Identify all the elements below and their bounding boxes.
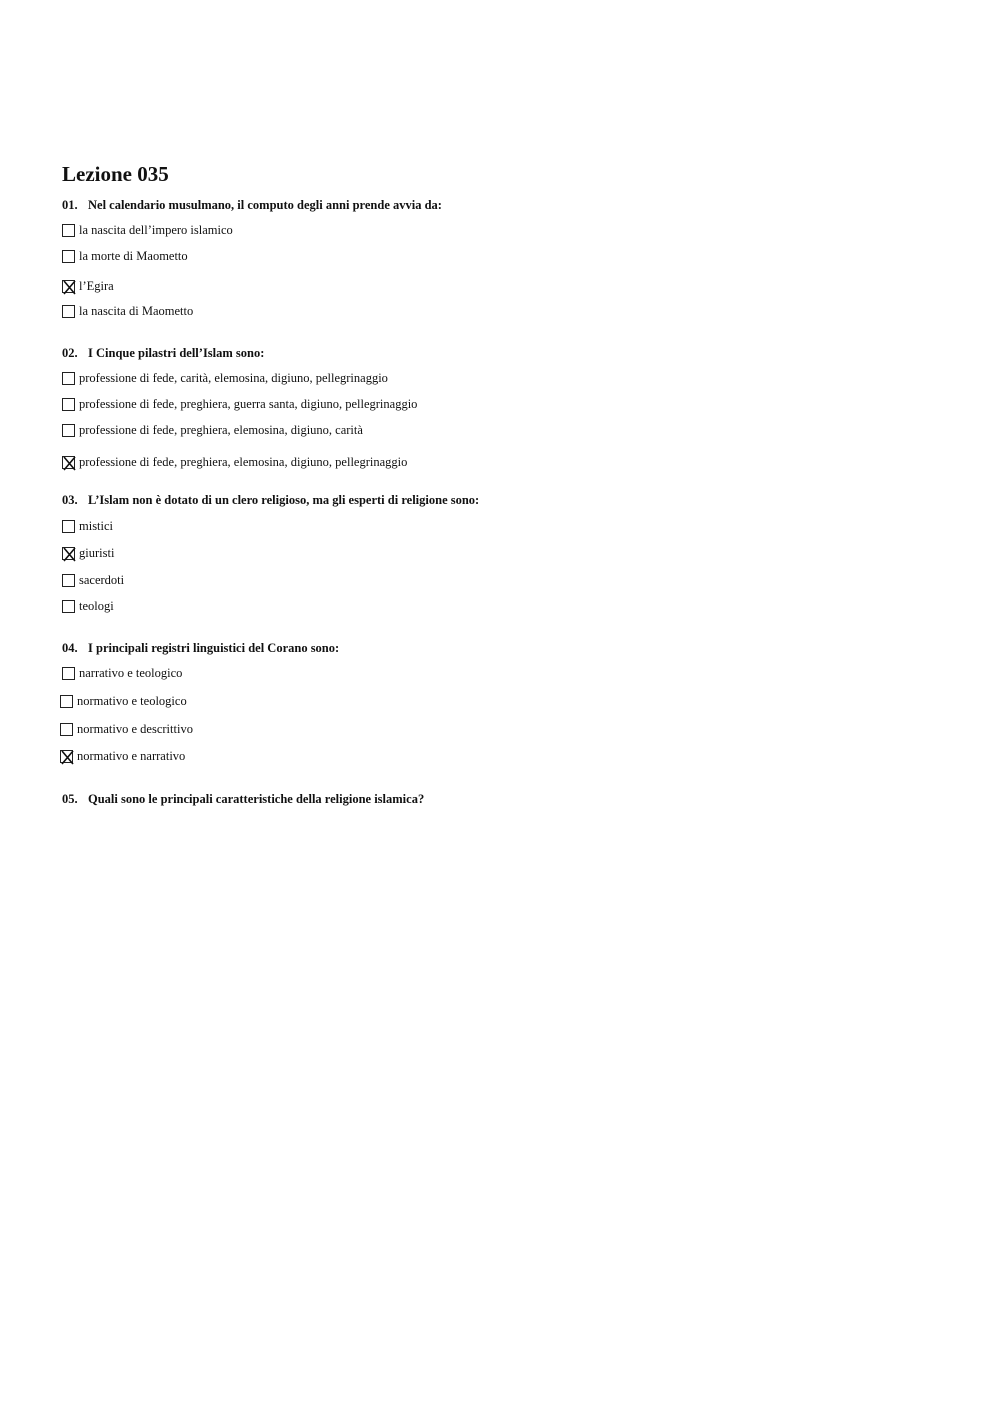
- option-label: sacerdoti: [79, 573, 125, 587]
- option-label: giuristi: [79, 546, 115, 560]
- answer-option[interactable]: [62, 396, 417, 412]
- answer-option[interactable]: [62, 454, 407, 470]
- checkbox[interactable]: [62, 305, 75, 318]
- checkbox[interactable]: [62, 424, 75, 437]
- question-text: L’Islam non è dotato di un clero religioso, ma gli esperti di religione sono:: [88, 493, 480, 507]
- question-number: 05.: [62, 792, 78, 806]
- checkbox[interactable]: [62, 224, 75, 237]
- checkbox[interactable]: [60, 723, 73, 736]
- answer-option[interactable]: [62, 545, 114, 561]
- answer-option[interactable]: [62, 278, 114, 294]
- option-label: professione di fede, preghiera, elemosina, digiuno, carità: [79, 423, 363, 437]
- checkbox[interactable]: [62, 547, 75, 560]
- checkbox[interactable]: [62, 250, 75, 263]
- option-label: professione di fede, carità, elemosina, digiuno, pellegrinaggio: [79, 371, 388, 385]
- answer-option[interactable]: [62, 303, 193, 319]
- checkbox[interactable]: [62, 574, 75, 587]
- option-label: la morte di Maometto: [79, 249, 188, 263]
- answer-option[interactable]: [62, 222, 233, 238]
- option-label: normativo e narrativo: [77, 749, 186, 763]
- check-mark-icon: [64, 457, 75, 470]
- lesson-title: Lezione 035: [62, 162, 169, 186]
- question-number: 03.: [62, 493, 78, 507]
- checkbox[interactable]: [60, 695, 73, 708]
- checkbox[interactable]: [62, 520, 75, 533]
- answer-option[interactable]: [62, 598, 114, 614]
- answer-option[interactable]: [62, 422, 363, 438]
- check-mark-icon: [64, 548, 75, 561]
- option-label: l’Egira: [79, 279, 114, 293]
- question-02: [62, 345, 264, 361]
- answer-option[interactable]: [62, 665, 182, 681]
- check-mark-icon: [62, 751, 73, 764]
- answer-option[interactable]: [60, 721, 193, 737]
- check-mark-icon: [64, 281, 75, 294]
- question-number: 04.: [62, 641, 78, 655]
- question-05: [62, 791, 424, 807]
- option-label: mistici: [79, 519, 114, 533]
- question-text: Nel calendario musulmano, il computo degli anni prende avvia da:: [88, 198, 442, 212]
- question-03: [62, 492, 479, 508]
- answer-option[interactable]: [62, 572, 124, 588]
- checkbox[interactable]: [62, 456, 75, 469]
- checkbox[interactable]: [60, 750, 73, 763]
- answer-option[interactable]: [60, 693, 187, 709]
- option-label: teologi: [79, 599, 114, 613]
- checkbox[interactable]: [62, 398, 75, 411]
- question-01: [62, 197, 442, 213]
- option-label: la nascita di Maometto: [79, 304, 194, 318]
- checkbox[interactable]: [62, 600, 75, 613]
- checkbox[interactable]: [62, 372, 75, 385]
- option-label: professione di fede, preghiera, guerra santa, digiuno, pellegrinaggio: [79, 397, 418, 411]
- question-number: 02.: [62, 346, 78, 360]
- question-04: [62, 640, 339, 656]
- option-label: la nascita dell’impero islamico: [79, 223, 233, 237]
- answer-option[interactable]: [60, 748, 185, 764]
- question-text: I principali registri linguistici del Corano sono:: [88, 641, 340, 655]
- question-number: 01.: [62, 198, 78, 212]
- option-label: normativo e teologico: [77, 694, 187, 708]
- checkbox[interactable]: [62, 667, 75, 680]
- answer-option[interactable]: [62, 248, 188, 264]
- option-label: normativo e descrittivo: [77, 722, 193, 736]
- option-label: professione di fede, preghiera, elemosina, digiuno, pellegrinaggio: [79, 455, 408, 469]
- answer-option[interactable]: [62, 370, 388, 386]
- answer-option[interactable]: [62, 518, 113, 534]
- option-label: narrativo e teologico: [79, 666, 183, 680]
- question-text: Quali sono le principali caratteristiche della religione islamica?: [88, 792, 425, 806]
- question-text: I Cinque pilastri dell’Islam sono:: [88, 346, 265, 360]
- checkbox[interactable]: [62, 280, 75, 293]
